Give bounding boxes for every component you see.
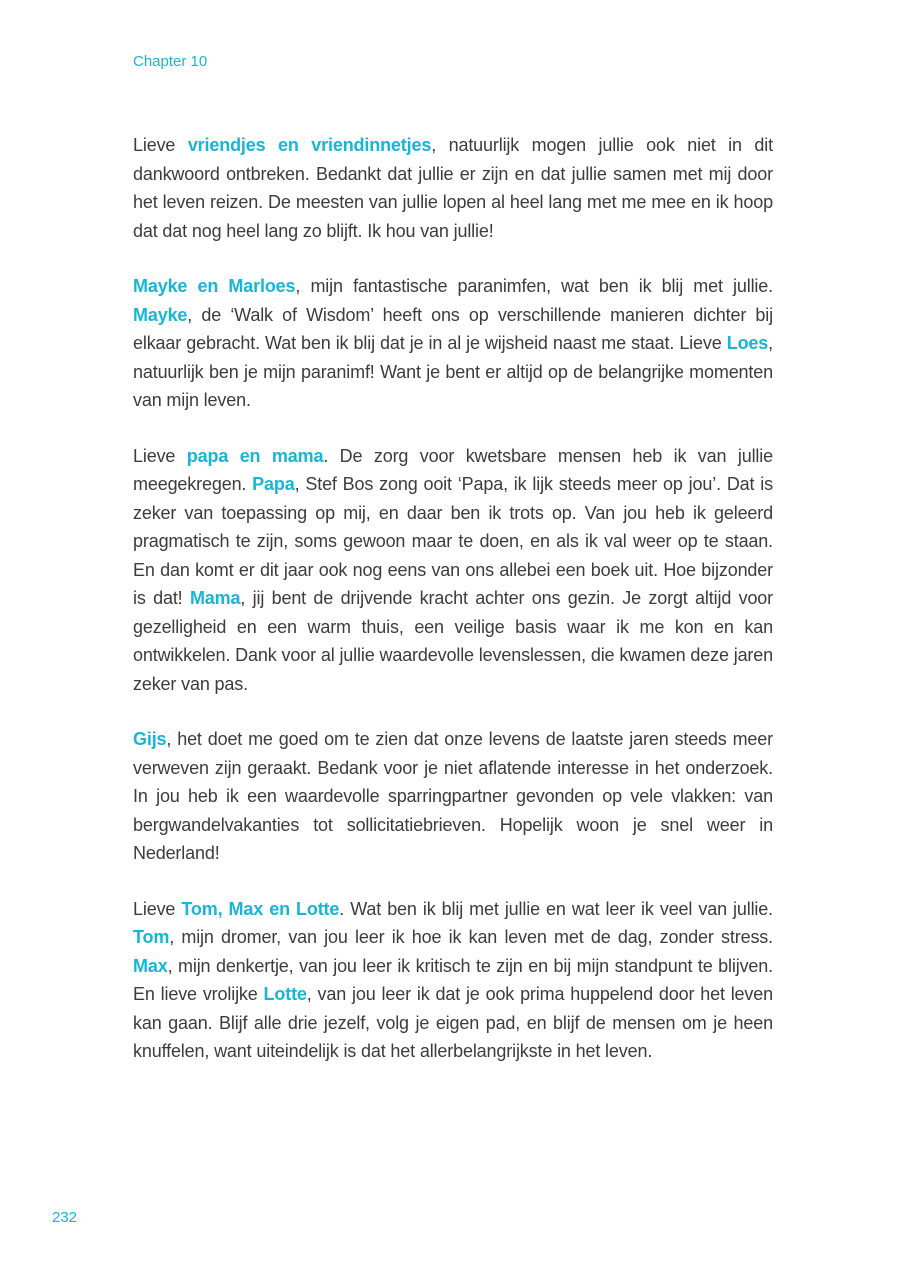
highlighted-name: papa en mama — [186, 445, 324, 466]
highlighted-name: Mayke en Marloes — [133, 276, 296, 296]
paragraph-text: , natuurlijk ben je mijn paranimf! Want je bent er altijd op de belangrijke momenten van mijn leven. — [133, 333, 773, 410]
paragraph-children — [133, 895, 773, 1066]
highlighted-name: Mayke — [133, 304, 188, 325]
paragraph-text: , mijn denkertje, van jou leer ik kritisch te zijn en bij mijn standpunt te blijven. En lieve vrolijke — [133, 955, 773, 1004]
acknowledgements-body — [133, 131, 773, 1093]
paragraph-text: , natuurlijk mogen jullie ook niet in dit dankwoord ontbreken. Bedankt dat jullie er zijn en dat jullie samen met mij door het leven reizen. De meesten van jullie lopen al heel lang met me mee en ik hoop dat dat nog heel lang zo blijft. Ik hou van jullie! — [133, 135, 773, 241]
page-number: 232 — [52, 1209, 78, 1226]
highlighted-name: Tom — [133, 927, 170, 947]
paragraph-text: Lieve — [133, 898, 182, 919]
paragraph-text: . Wat ben ik blij met jullie en wat leer ik veel van jullie. — [339, 898, 773, 919]
highlighted-name: Gijs — [133, 729, 167, 749]
chapter-header: Chapter 10 — [133, 53, 208, 70]
highlighted-name: Max — [133, 955, 168, 976]
paragraph-text: , mijn dromer, van jou leer ik hoe ik kan leven met de dag, zonder stress. — [169, 927, 773, 947]
highlighted-name: Lotte — [263, 984, 307, 1004]
paragraph-parents — [133, 442, 773, 699]
highlighted-name: Papa — [252, 474, 295, 494]
paragraph-text: , van jou leer ik dat je ook prima huppelend door het leven kan gaan. Blijf alle drie jezelf, volg je eigen pad, en blijf de mensen om je heen knuffelen, want uiteindelijk is dat het allerbelangrijkste in het leven. — [133, 984, 773, 1061]
paragraph-text: , mijn fantastische paranimfen, wat ben ik blij met jullie. — [295, 276, 773, 296]
paragraph-text: Lieve — [133, 135, 188, 155]
paragraph-text: , jij bent de drijvende kracht achter ons gezin. Je zorgt altijd voor gezelligheid en een warm thuis, een veilige basis waar ik me kon en kan ontwikkelen. Dank voor al jullie waardevolle levenslessen, die kwamen deze jaren zeker van pas. — [133, 588, 774, 694]
highlighted-name: Mama — [189, 588, 241, 608]
highlighted-name: Tom, Max en Lotte — [181, 898, 340, 919]
highlighted-name: vriendjes en vriendinnetjes — [187, 135, 432, 155]
paragraph-text: , Stef Bos zong ooit ‘Papa, ik lijk steeds meer op jou’. Dat is zeker van toepassing op mij, en daar ben ik trots op. Van jou heb ik geleerd pragmatisch te zijn, soms gewoon maar te doen, en als ik val weer op te staan. En dan komt er dit jaar ook nog eens van ons allebei een boek uit. Hoe bijzonder is dat! — [133, 474, 773, 608]
paragraph-friends — [133, 131, 773, 245]
paragraph-paranymphs — [133, 272, 773, 415]
paragraph-text: , het doet me goed om te zien dat onze levens de laatste jaren steeds meer verweven zijn geraakt. Bedank voor je niet aflatende interesse in het onderzoek. In jou heb ik een waardevolle sparringpartner gevonden op vele vlakken: van bergwandelvakanties tot sollicitatiebrieven. Hopelijk woon je snel weer in Nederland! — [133, 729, 773, 863]
paragraph-text: Lieve — [133, 445, 187, 466]
paragraph-text: , de ‘Walk of Wisdom’ heeft ons op verschillende manieren dichter bij elkaar gebracht. Wat ben ik blij dat je in al je wijsheid naast me staat. Lieve — [133, 304, 773, 353]
paragraph-text: . De zorg voor kwetsbare mensen heb ik van jullie meegekregen. — [133, 445, 773, 494]
highlighted-name: Loes — [726, 333, 769, 353]
paragraph-gijs — [133, 725, 773, 868]
